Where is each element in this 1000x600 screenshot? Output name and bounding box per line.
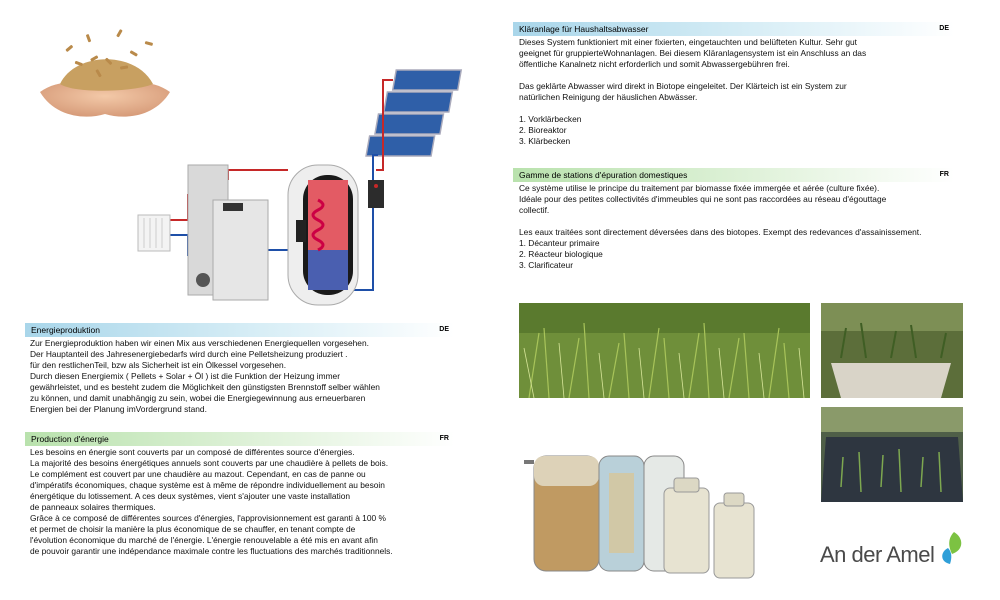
epuration-fr-header	[513, 168, 955, 182]
reed-bed-photo	[821, 407, 963, 502]
leaf-logo-icon	[938, 530, 966, 566]
energie-fr-title: Production d'énergie	[31, 434, 109, 444]
klaeranlage-de-lang: DE	[939, 25, 949, 32]
wastewater-tanks-image	[519, 448, 769, 588]
epuration-fr-title: Gamme de stations d'épuration domestiques	[519, 170, 688, 180]
energie-de-body: Zur Energieproduktion haben wir einen Mix aus verschiedenen Energiequellen vorgesehen. Der Hauptanteil des Jahresenergiebedarfs wird durch eine Pelletsheizung produziert . für den restlichenTeil, bzw als Sicherheit ist ein Ölkessel vorgesehen. Durch diesen Energiemix ( Pellets + Solar + Öl ) ist die Funktion der Heizung immer gewährleistet, und es besteht zudem die Möglichkeit den günstigsten Brennstoff selber wählen zu können, und damit unabhängig zu sein, wobei die Energiegewinnung aus erneuerbaren Energien bei der Planung imVordergrund stand.	[30, 338, 380, 414]
energie-de-title: Energieproduktion	[31, 325, 100, 335]
logo-text: An der Amel	[820, 542, 935, 567]
klaeranlage-de-body: Dieses System funktioniert mit einer fixierten, eingetauchten und belüfteten Kultur. Sehr gut geeignet für gruppierteWohnanlagen. Bei diesem Kläranlagensystem ist ein Anschluss an das öffentliche Kanalnetz nicht erforderlich und somit Abwassergebühren frei. Das geklärte Abwasser wird direkt in Biotope eingeleitet. Der Klärteich ist ein System zur natürlichen Reinigung der häuslichen Abwässer. 1. Vorklärbecken 2. Bioreaktor 3. Klärbecken	[519, 37, 867, 146]
epuration-fr-body: Ce système utilise le principe du traitement par biomasse fixée immergée et aérée (culture fixée). Idéale pour des petites collectivités d'immeubles qui ne sont pas raccordées au réseau d'égouttage collectif. Les eaux traitées sont directement déversées dans des biotopes. Exempt des redevances d'assainissement. 1. Décanteur primaire 2. Réacteur biologique 3. Clarificateur	[519, 183, 922, 270]
solar-panel-icon	[366, 70, 461, 156]
reed-bed-photo	[821, 303, 963, 398]
energie-de-lang: DE	[439, 326, 449, 333]
energie-fr-body: Les besoins en énergie sont couverts par un composé de différentes source d'énergies. La majorité des besoins énergétiques annuels sont couverts par une chaudière à pellets de bois. Le complément est couvert par une chaudière au mazout. Cependant, en cas de panne ou d'impératifs économiques, chaque système est à même de répondre individuellement au besoin énergétique du lotissement. A ces deux systèmes, vient s'ajouter une vaste installation de panneaux solaires thermiques. Grâce à ce composé de différentes sources d'énergies, l'approvisionnement est garanti à 100 % et permet de choisir la manière la plus économique de se chauffer, en tenant compte de l'évolution économique du marché de l'énergie. L'énergie renouvelable a été mis en avant afin de pouvoir garantir une indépendance maximale contre les fluctuations des marchés traditionnels.	[30, 447, 393, 556]
energie-fr-header	[25, 432, 455, 446]
reed-bed-photo	[519, 303, 810, 398]
energie-fr-lang: FR	[439, 435, 449, 442]
klaeranlage-de-header	[513, 22, 955, 36]
energie-de-header	[25, 323, 455, 337]
company-logo	[820, 542, 934, 568]
epuration-fr-lang: FR	[939, 171, 949, 178]
klaeranlage-de-title: Kläranlage für Haushaltsabwasser	[519, 24, 649, 34]
heating-system-diagram	[128, 60, 478, 310]
